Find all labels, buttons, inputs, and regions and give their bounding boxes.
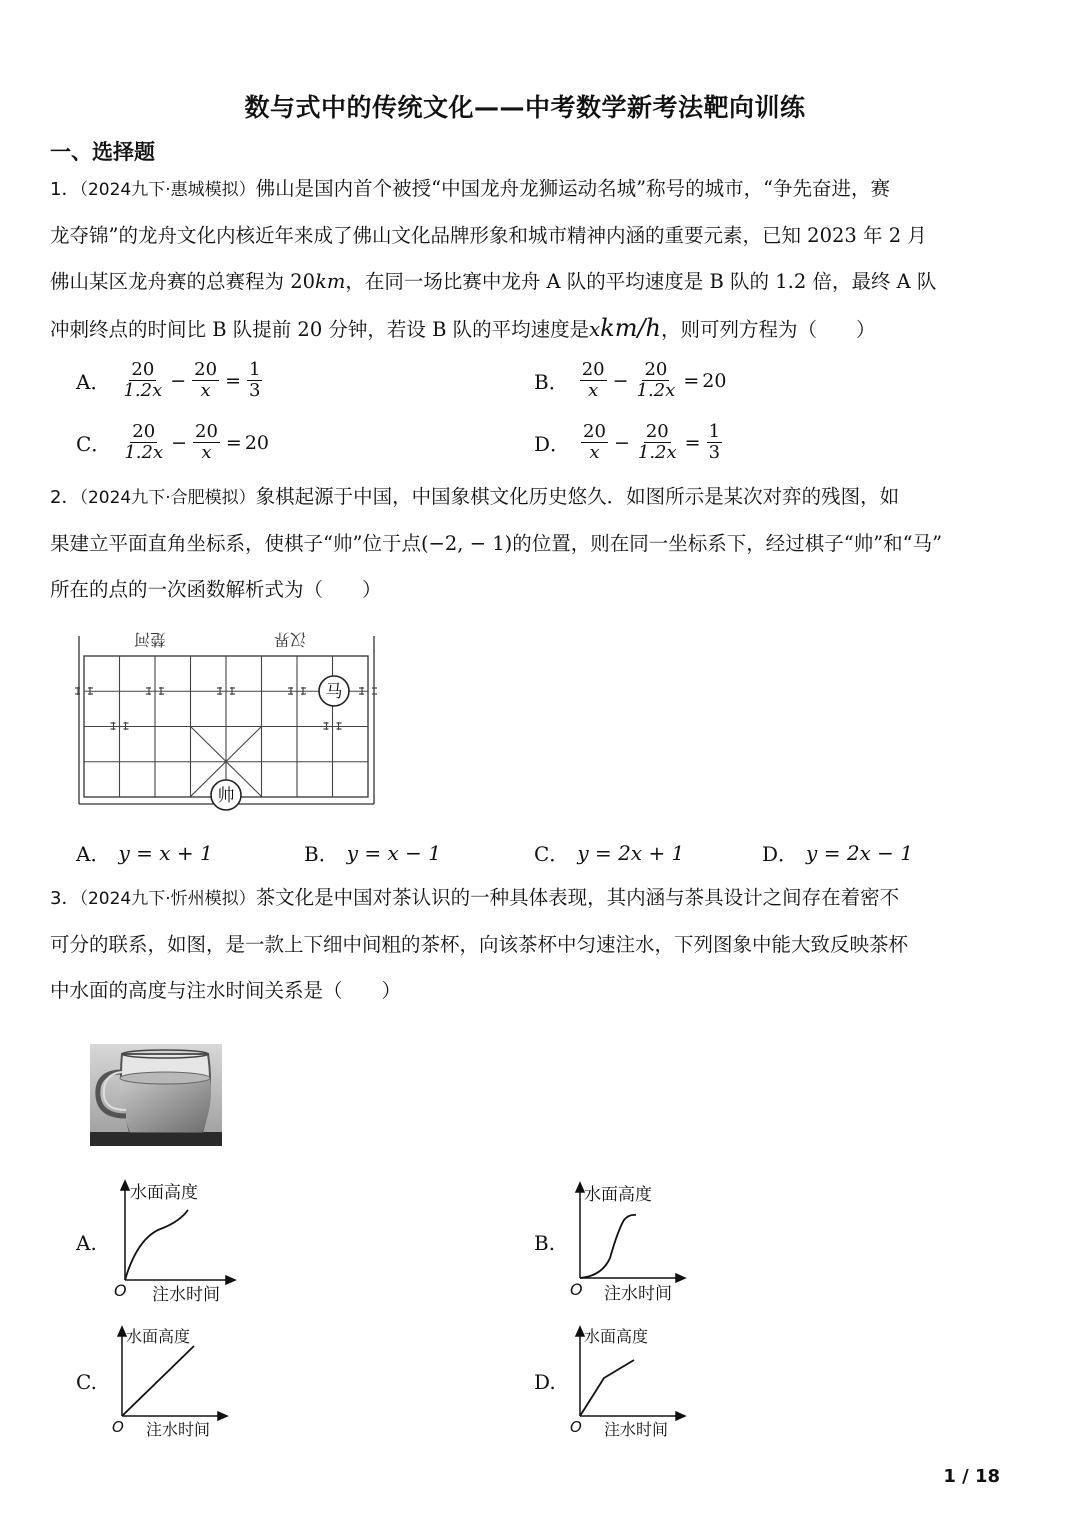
question-3-source: （2024九下·忻州模拟） <box>79 889 256 909</box>
numerator: 20 <box>195 421 218 442</box>
x-axis-label: 注水时间 <box>152 1285 220 1305</box>
denominator: 1.2x <box>637 442 677 463</box>
graph-a <box>108 1176 248 1306</box>
page-number: 1 / 18 <box>943 1466 1000 1487</box>
rhs-value: 20 <box>702 369 727 392</box>
numerator: 20 <box>644 359 668 380</box>
option-label: D． <box>762 842 799 866</box>
option-label: C. <box>76 1370 97 1394</box>
q1-line2: 龙夺锦”的龙舟文化内核近年来成了佛山文化品牌形象和城市精神内涵的重要元素，已知 2023 年 2 月 <box>50 224 927 247</box>
q1-var-x: x <box>589 318 601 341</box>
denominator: 1.2x <box>636 380 676 401</box>
question-1-source: （2024九下·惠城模拟） <box>79 180 256 200</box>
denominator: x <box>589 442 600 463</box>
option-label: B. <box>534 1231 556 1255</box>
y-axis-label: 水面高度 <box>584 1185 652 1205</box>
numerator: 20 <box>583 421 606 442</box>
piece-ma <box>319 676 349 706</box>
curve-a <box>125 1210 188 1280</box>
fraction <box>581 422 608 463</box>
question-2-number: 2． <box>50 487 80 508</box>
equals-sign: = <box>684 431 701 454</box>
numerator: 20 <box>132 421 156 442</box>
minus-sign: − <box>613 431 630 454</box>
minus-sign: − <box>170 369 187 392</box>
q3-option-b[interactable] <box>534 1231 563 1255</box>
denominator: 3 <box>708 442 721 463</box>
q2-option-b[interactable] <box>304 838 441 867</box>
option-label: D. <box>534 1370 556 1394</box>
option-label: C． <box>76 432 112 456</box>
numerator: 20 <box>131 359 155 380</box>
question-1-text <box>50 166 1005 353</box>
fraction <box>707 422 722 463</box>
origin-label: O <box>112 1418 124 1436</box>
numerator: 1 <box>248 359 261 380</box>
q3-option-a[interactable] <box>76 1231 105 1255</box>
denominator: 1.2x <box>123 380 163 401</box>
fraction <box>580 360 607 401</box>
option-label: A. <box>76 1231 97 1255</box>
numerator: 20 <box>581 359 605 380</box>
minus-sign: − <box>612 369 629 392</box>
page-title: 数与式中的传统文化——中考数学新考法靶向训练 <box>244 93 806 122</box>
q3-line3: 中水面的高度与注水时间关系是（ ） <box>50 979 402 1002</box>
q1-line3a: 佛山某区龙舟赛的总赛程为 20 <box>50 270 316 293</box>
fraction <box>635 360 678 401</box>
minus-sign: − <box>171 431 188 454</box>
river-left-text: 楚河 <box>133 630 166 649</box>
q1-line4b: ，则可列方程为（ ） <box>661 318 876 341</box>
section-heading: 一、选择题 <box>50 140 155 164</box>
q1-unit-km: km <box>315 270 346 293</box>
denominator: x <box>588 380 599 401</box>
line-c <box>122 1346 194 1416</box>
graph-c <box>104 1322 244 1442</box>
chess-board-figure <box>70 626 390 816</box>
option-expression: y = 2x − 1 <box>806 840 914 865</box>
denominator: x <box>201 442 212 463</box>
x-axis-label: 注水时间 <box>604 1284 672 1304</box>
numerator: 20 <box>645 421 669 442</box>
numerator: 1 <box>708 421 721 442</box>
equals-sign: = <box>683 369 700 392</box>
rhs-value: 20 <box>244 431 270 454</box>
option-label: A． <box>76 842 111 866</box>
x-axis-label: 注水时间 <box>146 1420 211 1439</box>
fraction <box>636 422 679 463</box>
piece-shuai <box>211 780 241 810</box>
q3-line2: 可分的联系，如图，是一款上下细中间粗的茶杯，向该茶杯中匀速注水，下列图象中能大致反映茶杯 <box>50 933 909 956</box>
piece-ma-label: 马 <box>325 682 343 702</box>
y-axis-label: 水面高度 <box>130 1183 198 1203</box>
river-right-text: 汉界 <box>273 630 306 649</box>
q2-option-c[interactable] <box>534 838 684 867</box>
question-3-number: 3． <box>50 888 80 909</box>
fraction <box>247 360 262 401</box>
origin-label: O <box>570 1418 582 1436</box>
option-expression: y = 2x + 1 <box>577 840 685 865</box>
option-label: A． <box>76 370 111 394</box>
q1-line3b: ，在同一场比赛中龙舟 A 队的平均速度是 B 队的 1.2 倍，最终 A 队 <box>345 270 937 293</box>
question-2-source: （2024九下·合肥模拟） <box>79 488 256 508</box>
q1-option-a[interactable] <box>76 360 265 401</box>
denominator: x <box>200 380 211 401</box>
option-expression: y = x − 1 <box>346 840 441 865</box>
curve-b <box>580 1215 636 1278</box>
option-expression: y = x + 1 <box>118 840 213 865</box>
y-axis-label: 水面高度 <box>584 1327 649 1346</box>
question-3-text <box>50 875 1005 1014</box>
fraction <box>121 360 164 401</box>
denominator: 3 <box>248 380 261 401</box>
q1-option-b[interactable] <box>534 360 726 401</box>
option-label: B． <box>534 370 569 394</box>
fraction <box>122 422 165 463</box>
q2-line2: 果建立平面直角坐标系，使棋子“帅”位于点(−2, − 1)的位置，则在同一坐标系下，经过棋子“帅”和“马” <box>50 532 943 555</box>
q3-option-c[interactable] <box>76 1370 105 1394</box>
equals-sign: = <box>225 369 241 392</box>
q1-option-c[interactable] <box>76 422 269 463</box>
equals-sign: = <box>225 431 242 454</box>
fraction <box>193 422 220 463</box>
q1-unit-kmh: km/h <box>600 314 662 342</box>
numerator: 20 <box>194 359 218 380</box>
question-1-number: 1． <box>50 179 80 200</box>
q3-line1: 茶文化是中国对茶认识的一种具体表现，其内涵与茶具设计之间存在着密不 <box>255 886 900 909</box>
denominator: 1.2x <box>124 442 164 463</box>
graph-b <box>562 1178 702 1306</box>
y-axis-label: 水面高度 <box>126 1327 191 1346</box>
q1-option-d[interactable] <box>534 422 725 463</box>
option-label: D． <box>534 432 571 456</box>
fraction <box>192 360 219 401</box>
q2-line3: 所在的点的一次函数解析式为（ ） <box>50 578 382 601</box>
graph-d <box>562 1322 702 1442</box>
tea-cup-image <box>90 1044 222 1146</box>
q1-line1: 佛山是国内首个被授“中国龙舟龙狮运动名城”称号的城市，“争先奋进，赛 <box>255 177 891 200</box>
polyline-d <box>580 1360 634 1416</box>
x-axis-label: 注水时间 <box>604 1420 669 1439</box>
option-label: B． <box>304 842 339 866</box>
q2-option-d[interactable] <box>762 838 913 867</box>
q2-line1: 象棋起源于中国，中国象棋文化历史悠久．如图所示是某次对弈的残图，如 <box>255 485 900 508</box>
question-2-text <box>50 474 1005 613</box>
q2-option-a[interactable] <box>76 838 213 867</box>
q3-option-d[interactable] <box>534 1370 564 1394</box>
origin-label: O <box>570 1280 583 1299</box>
piece-shuai-label: 帅 <box>217 786 235 806</box>
origin-label: O <box>114 1281 127 1300</box>
option-label: C． <box>534 842 570 866</box>
q1-line4a: 冲刺终点的时间比 B 队提前 20 分钟，若设 B 队的平均速度是 <box>50 318 590 341</box>
